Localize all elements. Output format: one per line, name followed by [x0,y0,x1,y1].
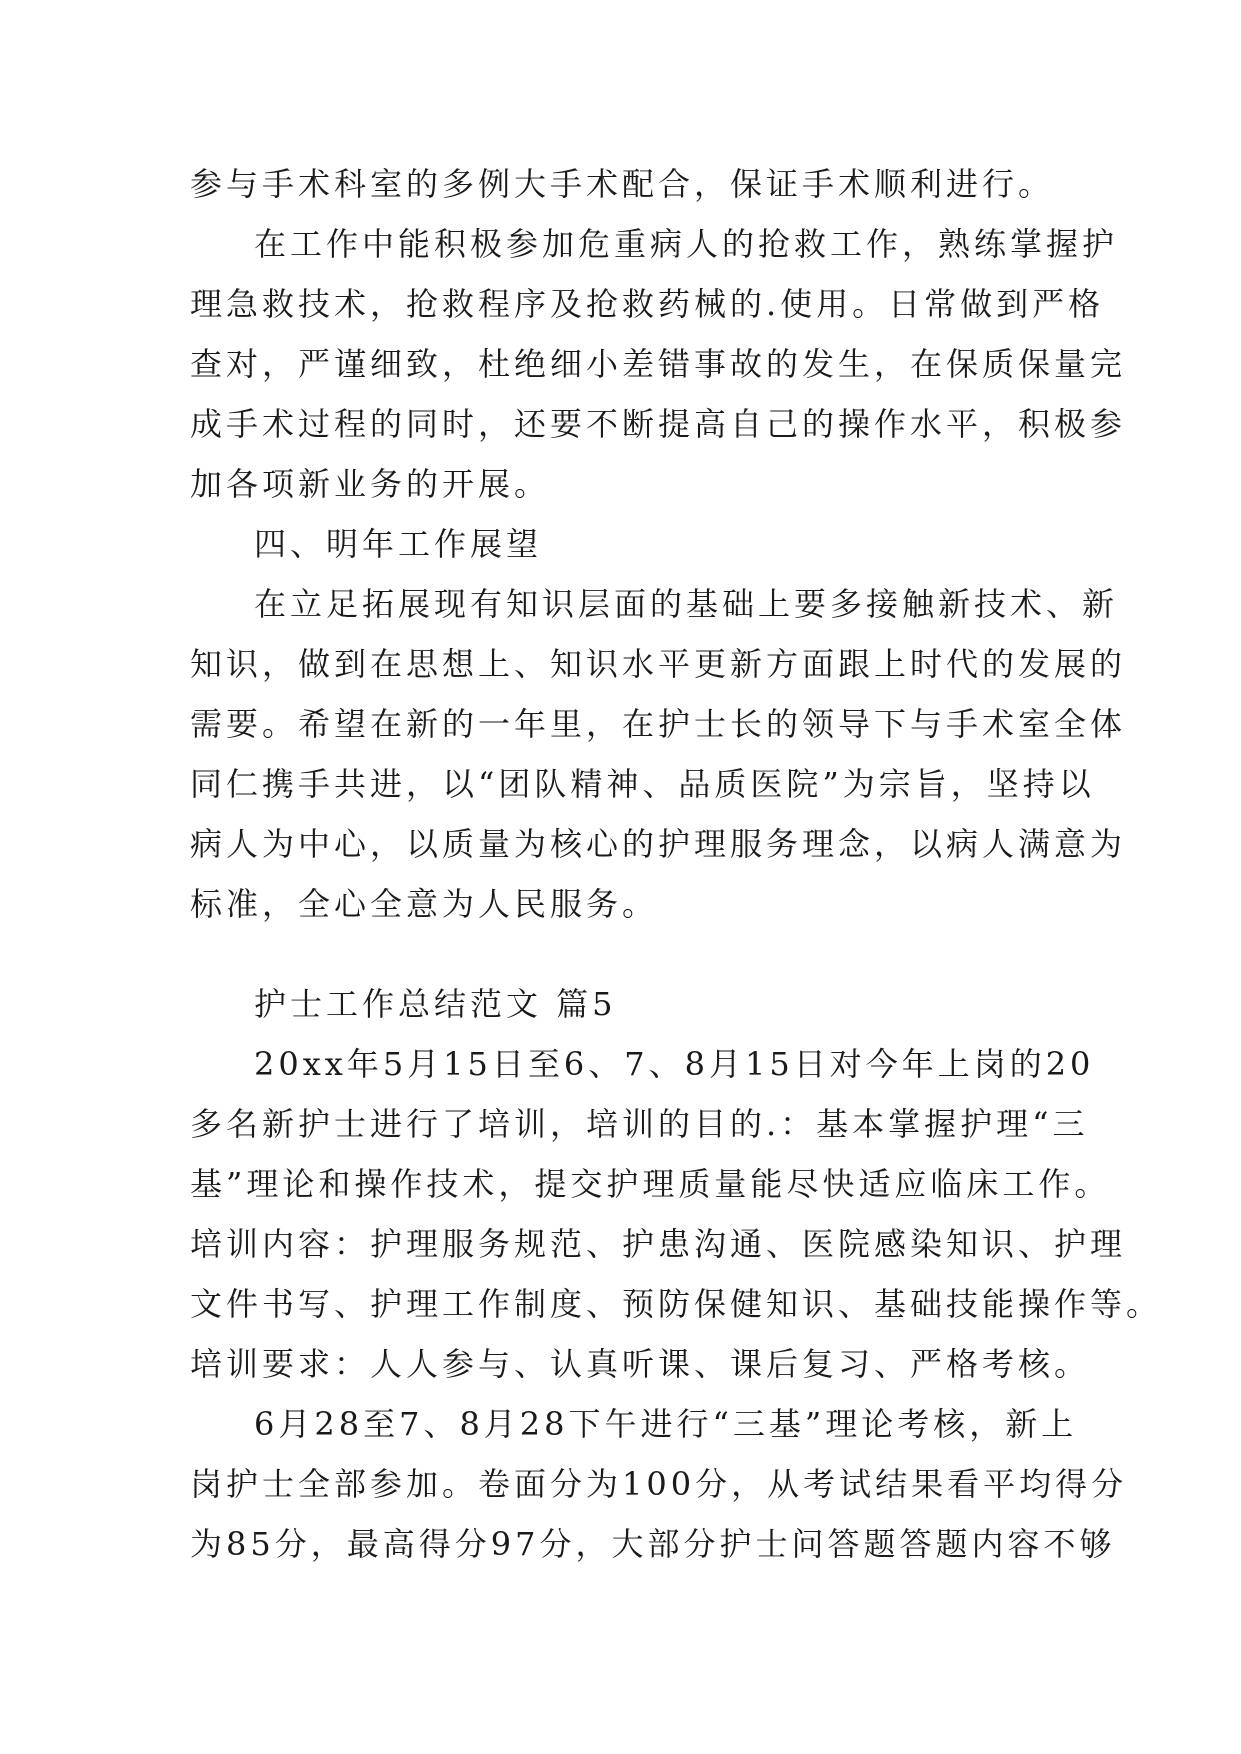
paragraph-line: 6月28至7、8月28下午进行“三基”理论考核，新上 [254,1405,1078,1443]
paragraph-line: 查对，严谨细致，杜绝细小差错事故的发生，在保质保量完 [190,345,1127,383]
paragraph-line: 成手术过程的同时，还要不断提高自己的操作水平，积极参 [190,405,1127,443]
paragraph-line: 在立足拓展现有知识层面的基础上要多接触新技术、新 [254,585,1119,623]
paragraph-line: 20xx年5月15日至6、7、8月15日对今年上岗的20 [254,1045,1095,1083]
section-heading: 四、明年工作展望 [254,525,543,563]
paragraph-line: 培训要求：人人参与、认真听课、课后复习、严格考核。 [190,1345,1091,1383]
article-title: 护士工作总结范文 篇5 [254,985,617,1023]
paragraph-line: 参与手术科室的多例大手术配合，保证手术顺利进行。 [190,165,1055,203]
paragraph-line: 标准，全心全意为人民服务。 [190,885,659,923]
paragraph-line: 在工作中能积极参加危重病人的抢救工作，熟练掌握护 [254,225,1119,263]
paragraph-line: 多名新护士进行了培训，培训的目的.：基本掌握护理“三 [190,1105,1089,1143]
paragraph-line: 病人为中心，以质量为核心的护理服务理念，以病人满意为 [190,825,1127,863]
paragraph-line: 培训内容：护理服务规范、护患沟通、医院感染知识、护理 [190,1225,1127,1263]
paragraph-line: 基”理论和操作技术，提交护理质量能尽快适应临床工作。 [190,1165,1111,1203]
paragraph-line: 为85分，最高得分97分，大部分护士问答题答题内容不够 [190,1525,1116,1563]
paragraph-line: 需要。希望在新的一年里，在护士长的领导下与手术室全体 [190,705,1127,743]
paragraph-line: 岗护士全部参加。卷面分为100分，从考试结果看平均得分 [190,1465,1128,1503]
paragraph-line: 文件书写、护理工作制度、预防保健知识、基础技能操作等。 [190,1285,1163,1323]
paragraph-line: 加各项新业务的开展。 [190,465,551,503]
paragraph-line: 同仁携手共进，以“团队精神、品质医院”为宗旨，坚持以 [190,765,1095,803]
paragraph-line: 理急救技术，抢救程序及抢救药械的.使用。日常做到严格 [190,285,1105,323]
paragraph-line: 知识，做到在思想上、知识水平更新方面跟上时代的发展的 [190,645,1127,683]
